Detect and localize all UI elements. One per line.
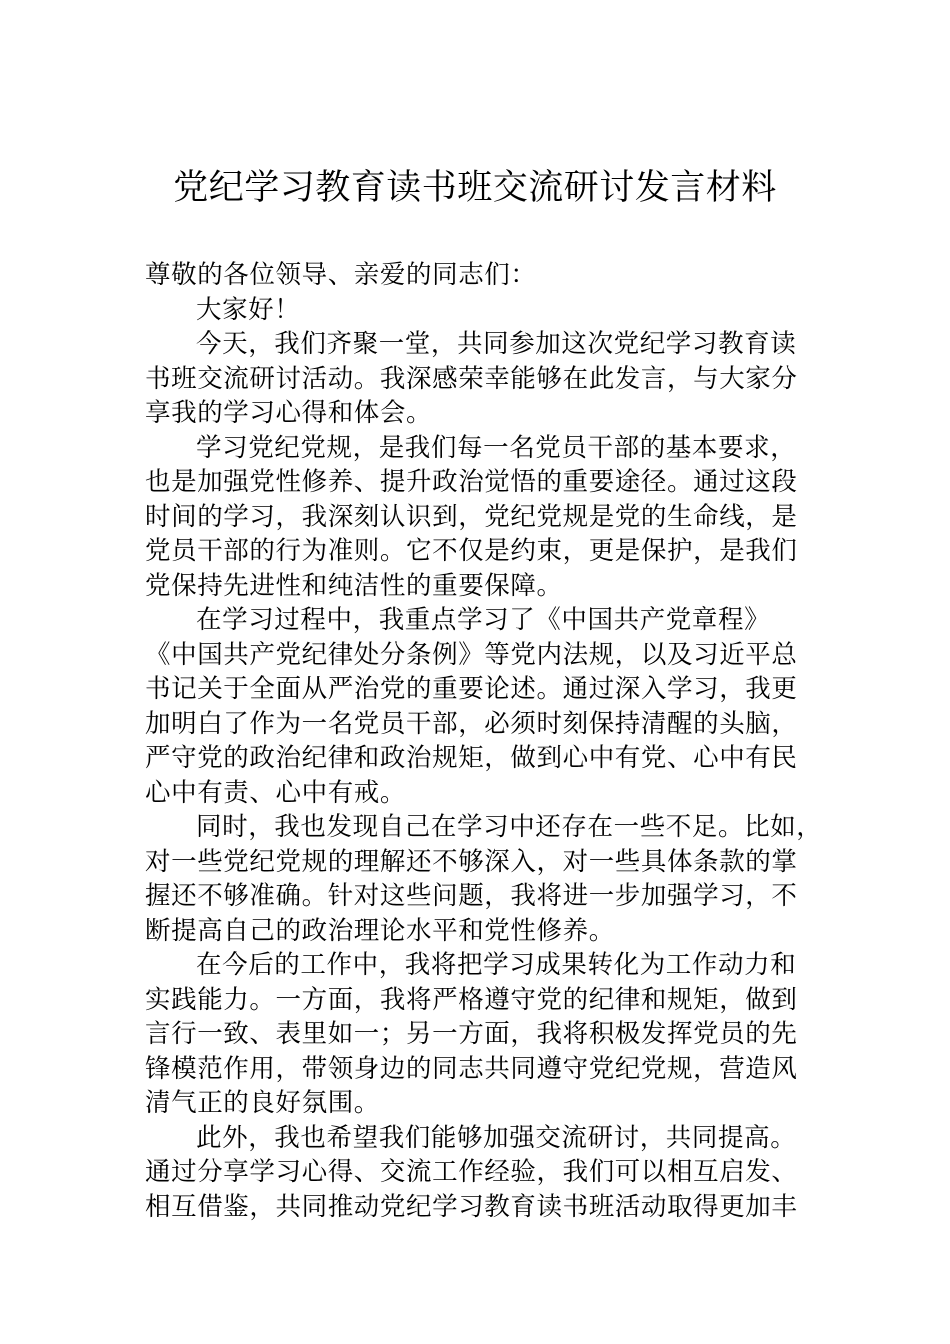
paragraph-6: [145, 1121, 835, 1225]
paragraph-line: 党员干部的行为准则。它不仅是约束，更是保护，是我们: [145, 536, 798, 566]
paragraph-line: 在今后的工作中，我将把学习成果转化为工作动力和: [196, 950, 797, 980]
paragraph-line: 书记关于全面从严治党的重要论述。通过深入学习，我更: [145, 674, 798, 704]
paragraph-line: 享我的学习心得和体会。: [145, 398, 433, 428]
document-title: 党纪学习教育读书班交流研讨发言材料: [173, 168, 777, 208]
paragraph-line: 言行一致、表里如一；另一方面，我将积极发挥党员的先: [145, 1019, 798, 1049]
paragraph-line: 锋模范作用，带领身边的同志共同遵守党纪党规，营造风: [145, 1053, 798, 1084]
paragraph-line: 今天，我们齐聚一堂，共同参加这次党纪学习教育读: [196, 329, 797, 359]
paragraph-line: 通过分享学习心得、交流工作经验，我们可以相互启发、: [145, 1157, 798, 1187]
paragraph-line: 相互借鉴，共同推动党纪学习教育读书班活动取得更加丰: [145, 1191, 798, 1222]
paragraph-line: 清气正的良好氛围。: [145, 1088, 380, 1118]
paragraph-line: 断提高自己的政治理论水平和党性修养。: [145, 915, 615, 946]
paragraph-line: 学习党纪党规，是我们每一名党员干部的基本要求，: [196, 432, 797, 463]
greeting: 大家好！: [196, 294, 301, 325]
paragraph-5: [145, 948, 835, 1121]
paragraph-1: [145, 327, 835, 431]
salutation: 尊敬的各位领导、亲爱的同志们：: [145, 260, 537, 290]
paragraph-line: 党保持先进性和纯洁性的重要保障。: [145, 570, 563, 601]
paragraph-line: 时间的学习，我深刻认识到，党纪党规是党的生命线，是: [145, 501, 798, 532]
paragraph-line: 加明白了作为一名党员干部，必须时刻保持清醒的头脑，: [145, 708, 798, 739]
paragraph-line: 此外，我也希望我们能够加强交流研讨，共同提高。: [196, 1122, 797, 1153]
paragraph-line: 严守党的政治纪律和政治规矩，做到心中有党、心中有民: [145, 743, 798, 773]
paragraph-line: 同时，我也发现自己在学习中还存在一些不足。比如，: [196, 812, 823, 842]
paragraph-line: 实践能力。一方面，我将严格遵守党的纪律和规矩，做到: [145, 984, 798, 1015]
paragraph-3: [145, 603, 835, 810]
paragraph-line: 也是加强党性修养、提升政治觉悟的重要途径。通过这段: [145, 467, 798, 497]
paragraph-line: 书班交流研讨活动。我深感荣幸能够在此发言，与大家分: [145, 363, 798, 394]
paragraph-line: 在学习过程中，我重点学习了《中国共产党章程》: [196, 605, 771, 635]
paragraph-line: 握还不够准确。针对这些问题，我将进一步加强学习，不: [145, 881, 798, 911]
paragraph-2: [145, 431, 835, 604]
paragraph-line: 《中国共产党纪律处分条例》等党内法规，以及习近平总: [145, 639, 798, 670]
paragraph-line: 对一些党纪党规的理解还不够深入，对一些具体条款的掌: [145, 846, 798, 877]
document-body: [145, 258, 835, 1224]
paragraph-4: [145, 810, 835, 948]
paragraph-line: 心中有责、心中有戒。: [145, 777, 407, 808]
